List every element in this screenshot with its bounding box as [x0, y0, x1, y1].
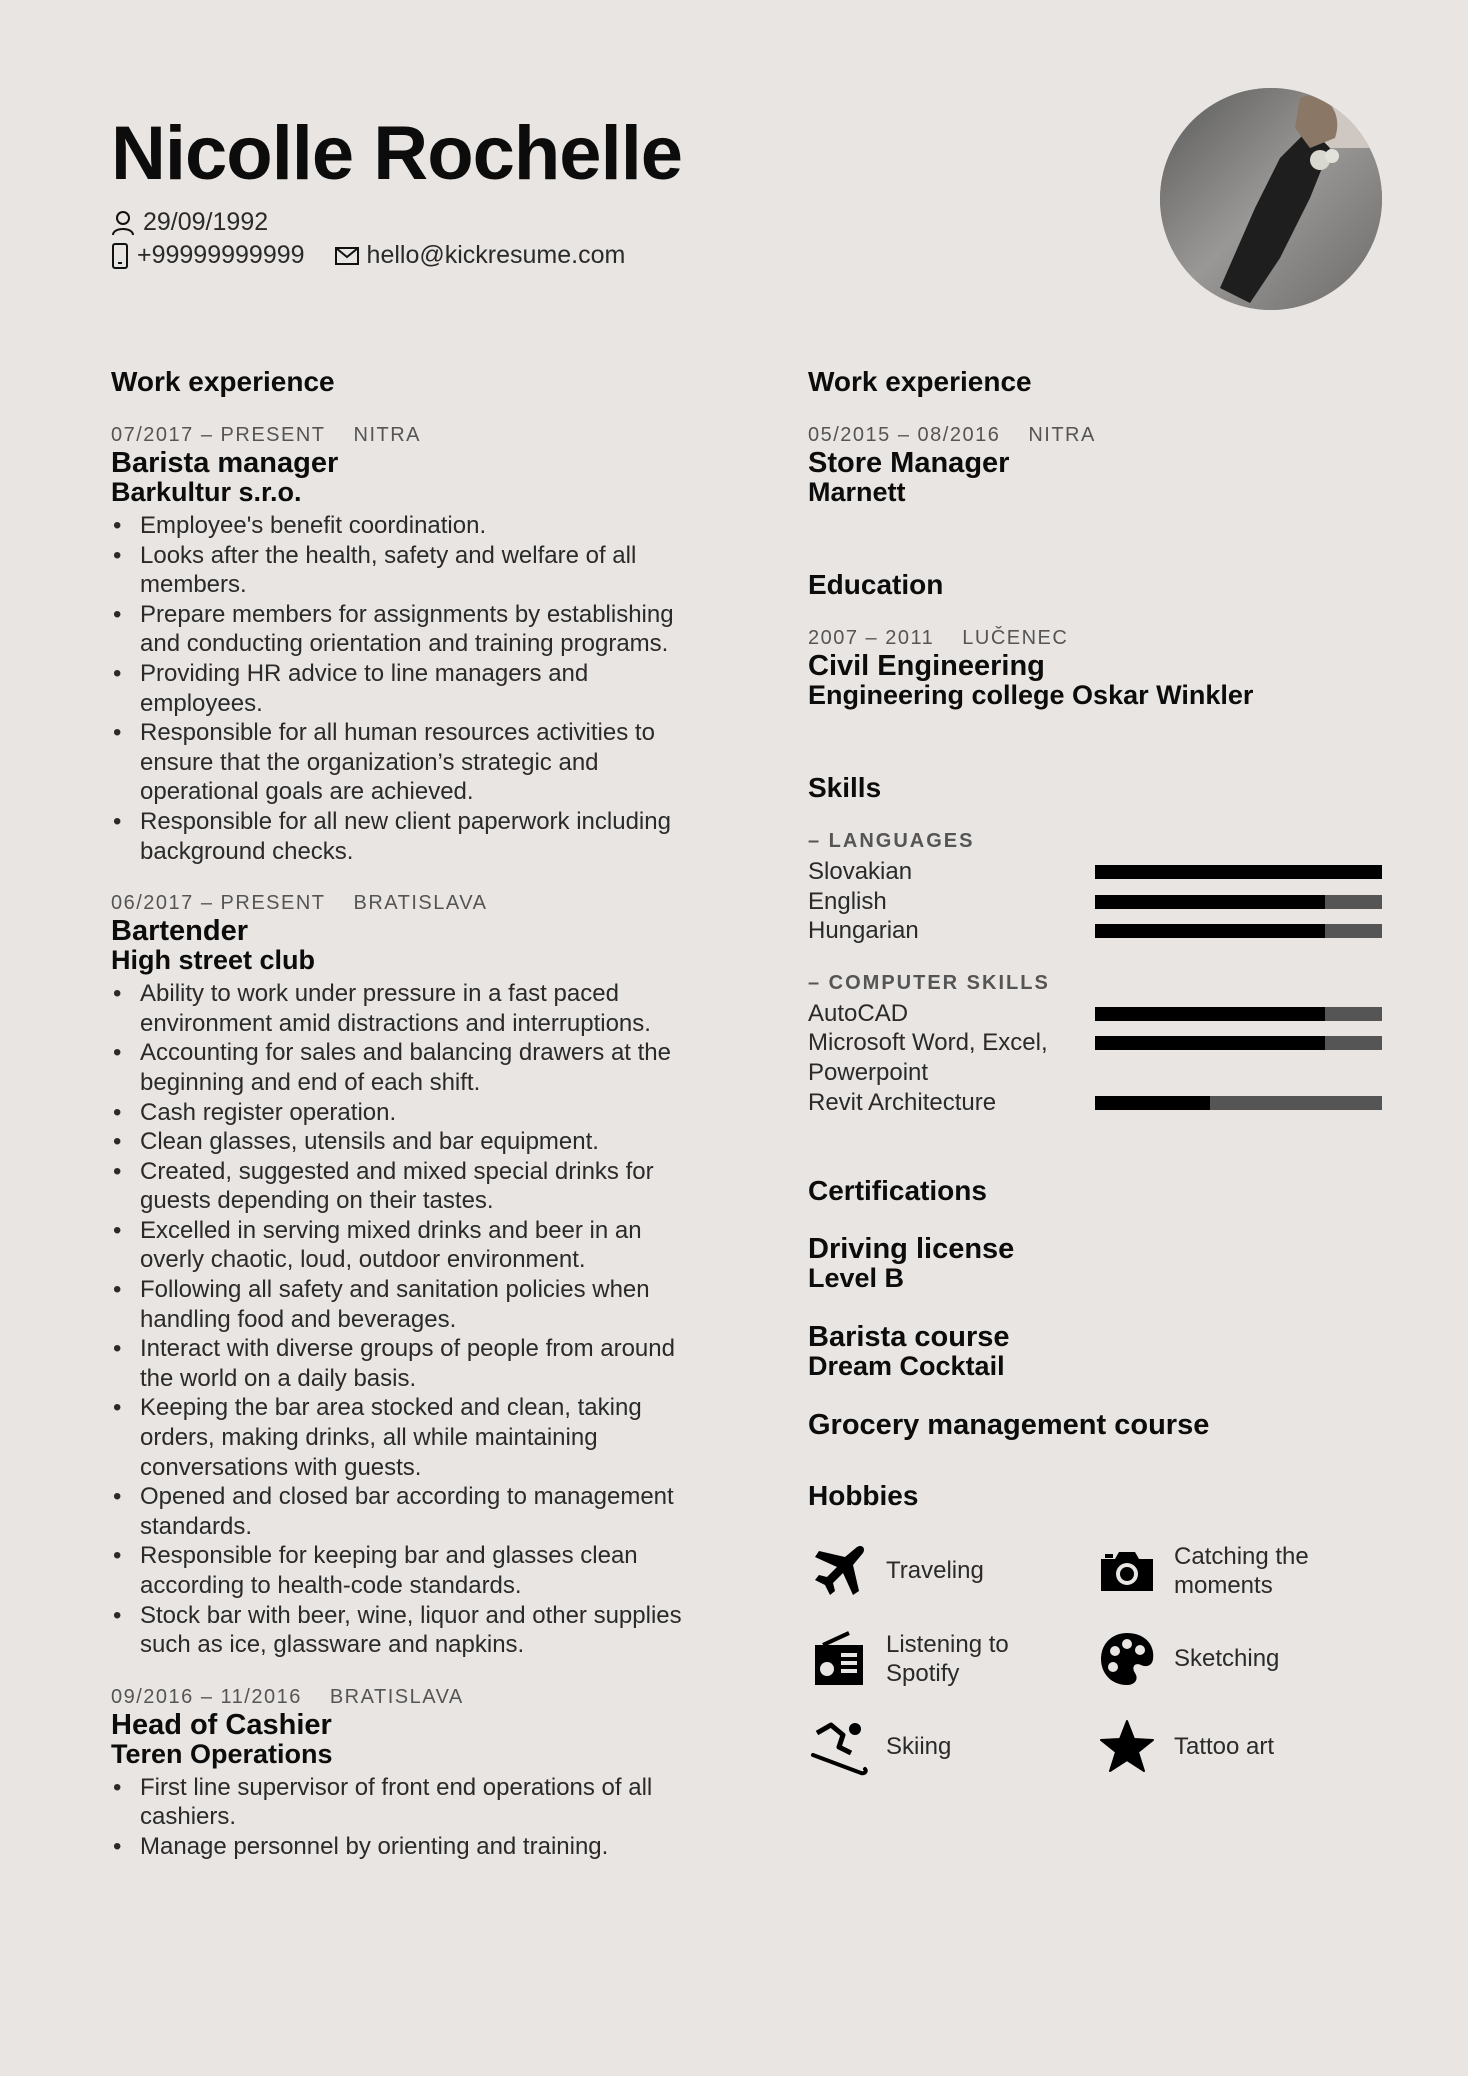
certification-item — [808, 1411, 1388, 1440]
work-experience-heading: Work experience — [808, 366, 1032, 397]
hobby-item — [1096, 1540, 1376, 1602]
job-entry — [111, 424, 691, 866]
skill-row — [808, 916, 1388, 946]
hobby-item — [808, 1716, 1088, 1778]
phone — [111, 241, 305, 270]
education-meta — [808, 627, 1388, 650]
skill-level-bar — [1095, 1036, 1382, 1050]
job-role: Barista manager — [111, 447, 339, 479]
skill-level-fill — [1095, 865, 1382, 879]
bullet: • Stock bar with beer, wine, liquor and other supplies such as ice, glassware and napkins. — [111, 1601, 691, 1660]
certification-item — [808, 1323, 1388, 1381]
birthdate-text: 29/09/1992 — [143, 208, 269, 236]
job-company: High street club — [111, 945, 316, 976]
skill-level-bar — [1095, 1007, 1382, 1021]
bullet: • Employee's benefit coordination. — [111, 511, 691, 541]
computer-skills-list — [808, 999, 1388, 1117]
hobby-item — [808, 1628, 1088, 1690]
job-location: NITRA — [1028, 424, 1096, 446]
contact-phone-email-line — [111, 241, 655, 270]
job-entry — [111, 892, 691, 1660]
job-role: Head of Cashier — [111, 1708, 332, 1741]
skill-level-bar — [1095, 924, 1382, 938]
bullet: • Cash register operation. — [111, 1098, 691, 1128]
bullet: • Following all safety and sanitation policies when handling food and beverages. — [111, 1275, 691, 1334]
hobby-item — [808, 1540, 1088, 1602]
bullet: • Keeping the bar area stocked and clean, taking orders, making drinks, all while maintaining conversations with guests. — [111, 1393, 691, 1482]
bullet: • Ability to work under pressure in a fast paced environment amid distractions and interruptions. — [111, 979, 691, 1038]
certification-title: Driving license — [808, 1233, 1015, 1266]
candidate-name: Nicolle Rochelle — [111, 111, 683, 196]
birthdate — [111, 208, 268, 237]
job-bullets — [111, 1773, 691, 1862]
mail-icon — [335, 247, 359, 265]
right-work-section — [808, 366, 1388, 507]
right-column — [808, 366, 1388, 1810]
languages-list — [808, 857, 1388, 946]
hobby-label: Sketching — [1174, 1645, 1280, 1673]
job-dates: 07/2017 – PRESENT — [111, 424, 326, 446]
skill-level-fill — [1095, 1007, 1325, 1021]
skill-name: Hungarian — [808, 917, 919, 945]
education-location: LUČENEC — [962, 627, 1069, 649]
hobby-label: Catching the moments — [1174, 1542, 1309, 1600]
palette-icon — [1096, 1628, 1158, 1690]
skill-name: English — [808, 887, 887, 915]
job-company: Teren Operations — [111, 1738, 333, 1769]
bullet: • Prepare members for assignments by establishing and conducting orientation and training programs. — [111, 600, 691, 659]
skill-name: Slovakian — [808, 858, 913, 885]
hobbies-section — [808, 1480, 1388, 1810]
certification-item — [808, 1235, 1388, 1293]
certification-title: Grocery management course — [808, 1409, 1210, 1442]
skiing-icon — [808, 1716, 870, 1778]
work-experience-heading: Work experience — [111, 366, 335, 397]
bullet: • Accounting for sales and balancing drawers at the beginning and end of each shift. — [111, 1038, 691, 1097]
bullet: • Created, suggested and mixed special drinks for guests depending on their tastes. — [111, 1157, 691, 1216]
job-location: BRATISLAVA — [329, 1685, 464, 1708]
job-meta — [808, 424, 1388, 447]
person-icon — [111, 210, 135, 236]
skill-name: AutoCAD — [808, 999, 909, 1027]
job-location: BRATISLAVA — [353, 892, 488, 915]
job-bullets — [111, 511, 691, 866]
certification-title: Barista course — [808, 1321, 1010, 1354]
bullet: • Clean glasses, utensils and bar equipment. — [111, 1127, 691, 1157]
hobby-label: Listening to Spotify — [886, 1630, 1009, 1688]
hobby-label: Tattoo art — [1174, 1733, 1275, 1761]
certifications-section — [808, 1175, 1388, 1440]
skill-level-fill — [1095, 1096, 1210, 1110]
job-entry — [111, 1686, 691, 1862]
email[interactable] — [335, 241, 626, 270]
hobby-label: Skiing — [886, 1733, 952, 1761]
skill-row — [808, 999, 1388, 1029]
skill-row — [808, 857, 1388, 887]
education-school: Engineering college Oskar Winkler — [808, 680, 1254, 710]
bullet: • Responsible for keeping bar and glasses clean according to health-code standards. — [111, 1541, 691, 1600]
skill-row — [808, 1088, 1388, 1118]
bullet: • Interact with diverse groups of people from around the world on a daily basis. — [111, 1334, 691, 1393]
languages-heading: – LANGUAGES — [808, 830, 975, 852]
job-bullets — [111, 979, 691, 1660]
left-column — [111, 366, 691, 1888]
hobby-item — [1096, 1628, 1376, 1690]
profile-photo — [1160, 88, 1382, 310]
education-heading: Education — [808, 569, 944, 600]
plane-icon — [808, 1540, 870, 1602]
skill-level-bar — [1095, 895, 1382, 909]
hobbies-grid — [808, 1540, 1388, 1810]
certification-sub: Dream Cocktail — [808, 1351, 1005, 1382]
skills-section — [808, 772, 1388, 1117]
hobby-item — [1096, 1716, 1376, 1778]
bullet: • Manage personnel by orienting and training. — [111, 1832, 691, 1862]
bullet: • Responsible for all new client paperwork including background checks. — [111, 807, 691, 866]
skill-level-bar — [1095, 1096, 1382, 1110]
hobbies-heading: Hobbies — [808, 1480, 919, 1512]
skill-level-bar — [1095, 865, 1382, 879]
hobby-label: Traveling — [886, 1557, 984, 1585]
job-role: Store Manager — [808, 447, 1010, 479]
skill-level-fill — [1095, 924, 1325, 938]
bullet: • Excelled in serving mixed drinks and beer in an overly chaotic, loud, outdoor environment. — [111, 1216, 691, 1275]
education-section — [808, 569, 1388, 710]
radio-icon — [808, 1628, 870, 1690]
job-role: Bartender — [111, 915, 248, 948]
skill-row — [808, 887, 1388, 917]
job-meta — [111, 892, 691, 915]
skill-level-fill — [1095, 1036, 1325, 1050]
bullet: • Providing HR advice to line managers and employees. — [111, 659, 691, 718]
phone-text: +99999999999 — [137, 241, 305, 269]
education-degree: Civil Engineering — [808, 650, 1045, 682]
skill-level-fill — [1095, 895, 1325, 909]
job-company: Barkultur s.r.o. — [111, 477, 302, 507]
job-dates: 06/2017 – PRESENT — [111, 892, 326, 915]
job-location: NITRA — [353, 424, 421, 446]
phone-icon — [111, 243, 129, 269]
job-meta — [111, 424, 691, 447]
certifications-heading: Certifications — [808, 1175, 987, 1207]
contact-birthdate-line — [111, 208, 298, 237]
certification-sub: Level B — [808, 1263, 905, 1294]
bullet: • Responsible for all human resources activities to ensure that the organization’s strategic and operational goals are achieved. — [111, 718, 691, 807]
profile-photo-image — [1160, 88, 1382, 310]
email-text[interactable]: hello@kickresume.com — [366, 241, 626, 269]
bullet: • Looks after the health, safety and welfare of all members. — [111, 541, 691, 600]
education-dates: 2007 – 2011 — [808, 627, 935, 649]
job-dates: 09/2016 – 11/2016 — [111, 1685, 302, 1708]
job-dates: 05/2015 – 08/2016 — [808, 424, 1001, 446]
camera-icon — [1096, 1540, 1158, 1602]
star-icon — [1096, 1716, 1158, 1778]
skill-name: Microsoft Word, Excel, Powerpoint — [808, 1029, 1048, 1086]
computer-skills-heading: – COMPUTER SKILLS — [808, 971, 1050, 994]
skill-name: Revit Architecture — [808, 1088, 997, 1116]
skills-heading: Skills — [808, 772, 882, 803]
bullet: • Opened and closed bar according to management standards. — [111, 1482, 691, 1541]
job-company: Marnett — [808, 477, 906, 507]
skill-row — [808, 1028, 1388, 1087]
bullet: • First line supervisor of front end operations of all cashiers. — [111, 1773, 691, 1832]
job-meta — [111, 1686, 691, 1709]
